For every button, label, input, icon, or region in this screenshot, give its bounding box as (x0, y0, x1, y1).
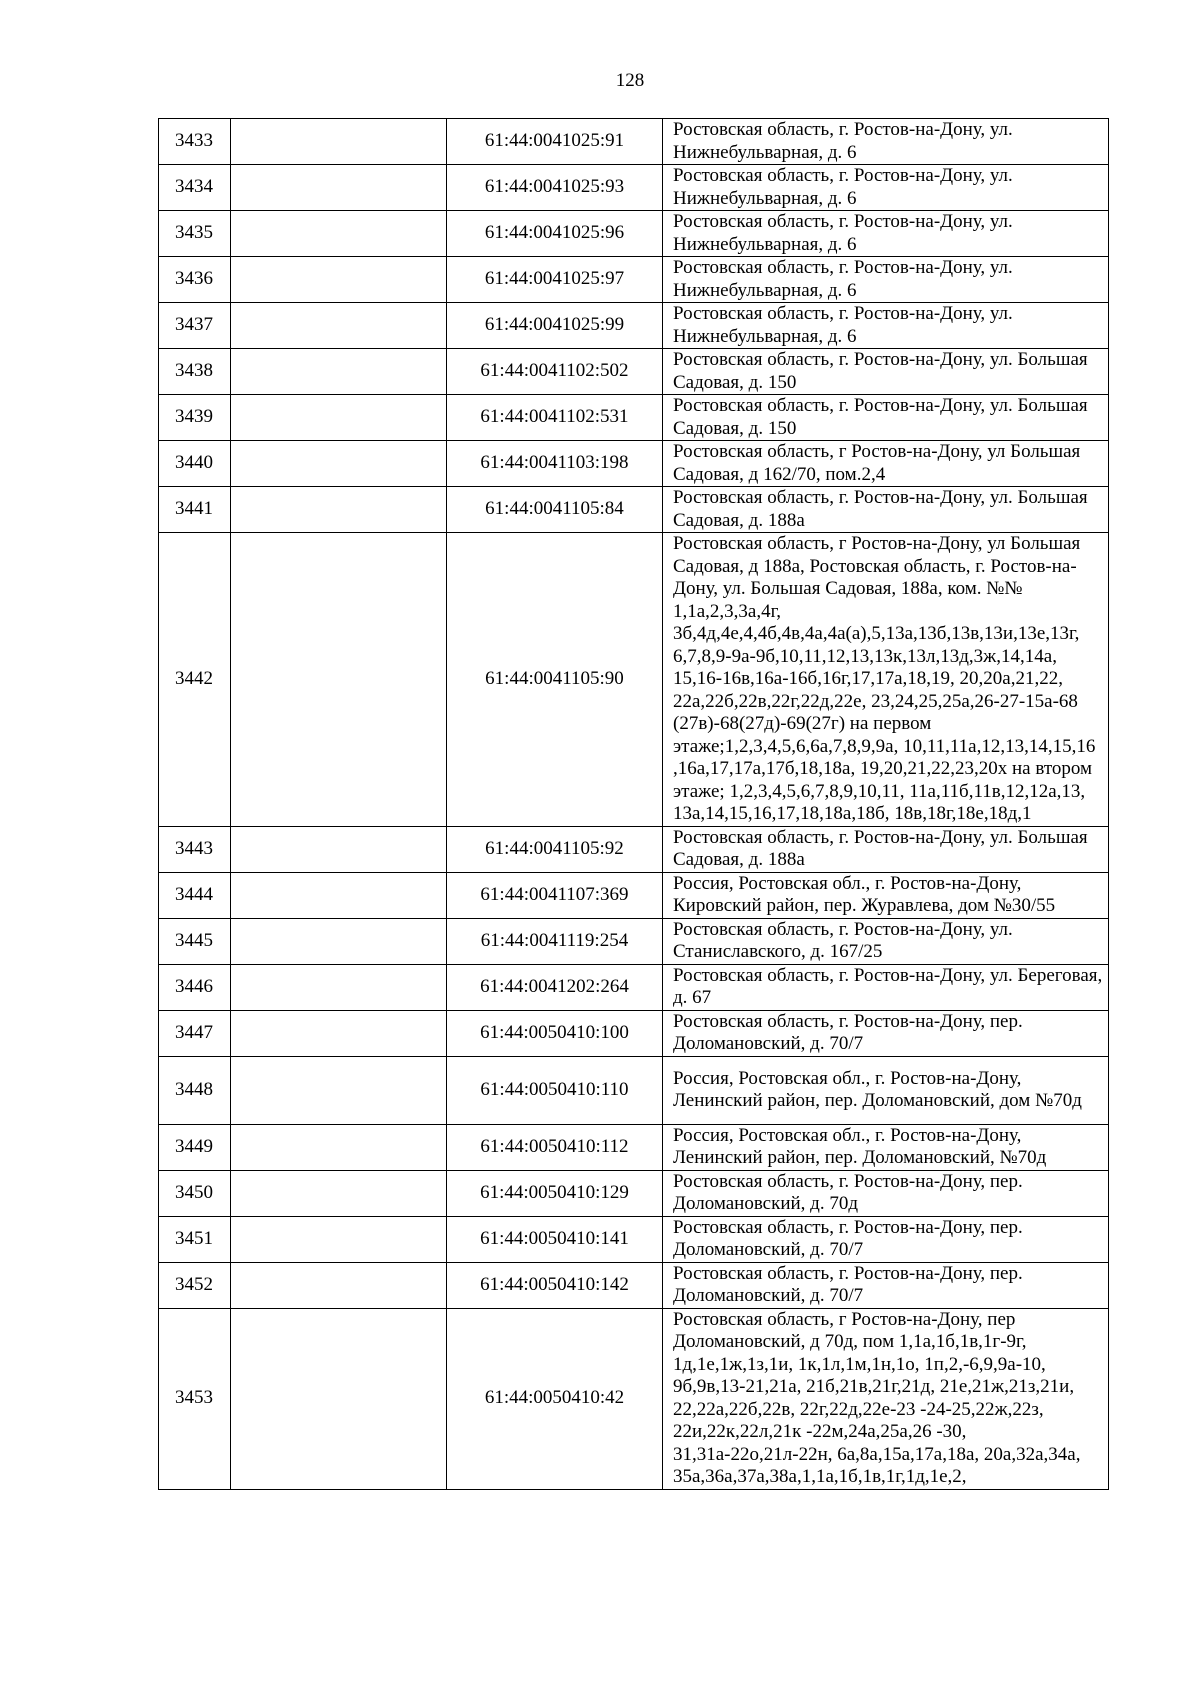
table-row (159, 487, 1109, 533)
table-row (159, 441, 1109, 487)
table-row (159, 964, 1109, 1010)
row-number: 3450 (159, 1170, 231, 1216)
row-owner (231, 1216, 447, 1262)
cadastral-number: 61:44:0041105:84 (447, 487, 663, 533)
row-number: 3447 (159, 1010, 231, 1056)
property-address: Россия, Ростовская обл., г. Ростов-на-Дону, Ленинский район, пер. Доломановский, дом №70д (663, 1056, 1109, 1124)
cadastral-number: 61:44:0050410:141 (447, 1216, 663, 1262)
table-row (159, 872, 1109, 918)
registry-table (158, 118, 1109, 1490)
property-address: Россия, Ростовская обл., г. Ростов-на-Дону, Ленинский район, пер. Доломановский, №70д (663, 1124, 1109, 1170)
cadastral-number: 61:44:0041103:198 (447, 441, 663, 487)
row-owner (231, 1170, 447, 1216)
row-number: 3444 (159, 872, 231, 918)
row-owner (231, 395, 447, 441)
row-number: 3440 (159, 441, 231, 487)
cadastral-number: 61:44:0050410:129 (447, 1170, 663, 1216)
row-owner (231, 257, 447, 303)
property-address: Ростовская область, г. Ростов-на-Дону, ул. Станиславского, д. 167/25 (663, 918, 1109, 964)
property-address: Ростовская область, г. Ростов-на-Дону, ул. Береговая, д. 67 (663, 964, 1109, 1010)
row-owner (231, 211, 447, 257)
row-owner (231, 533, 447, 827)
property-address: Россия, Ростовская обл., г. Ростов-на-Дону, Кировский район, пер. Журавлева, дом №30/55 (663, 872, 1109, 918)
table-row (159, 1124, 1109, 1170)
row-owner (231, 826, 447, 872)
row-owner (231, 1010, 447, 1056)
table-row (159, 533, 1109, 827)
row-number: 3439 (159, 395, 231, 441)
row-number: 3443 (159, 826, 231, 872)
property-address: Ростовская область, г. Ростов-на-Дону, ул. Нижнебульварная, д. 6 (663, 211, 1109, 257)
table-row (159, 349, 1109, 395)
table-row (159, 1010, 1109, 1056)
row-number: 3434 (159, 165, 231, 211)
table-row (159, 1170, 1109, 1216)
cadastral-number: 61:44:0041119:254 (447, 918, 663, 964)
row-number: 3449 (159, 1124, 231, 1170)
property-address: Ростовская область, г. Ростов-на-Дону, ул. Нижнебульварная, д. 6 (663, 165, 1109, 211)
row-number: 3446 (159, 964, 231, 1010)
row-number: 3435 (159, 211, 231, 257)
row-owner (231, 119, 447, 165)
row-number: 3452 (159, 1262, 231, 1308)
property-address: Ростовская область, г. Ростов-на-Дону, пер. Доломановский, д. 70д (663, 1170, 1109, 1216)
row-owner (231, 165, 447, 211)
cadastral-number: 61:44:0041107:369 (447, 872, 663, 918)
table-row (159, 119, 1109, 165)
property-address: Ростовская область, г. Ростов-на-Дону, ул. Большая Садовая, д. 188а (663, 826, 1109, 872)
cadastral-number: 61:44:0041105:92 (447, 826, 663, 872)
property-address: Ростовская область, г. Ростов-на-Дону, ул. Большая Садовая, д. 150 (663, 349, 1109, 395)
row-owner (231, 303, 447, 349)
table-row (159, 257, 1109, 303)
property-address: Ростовская область, г. Ростов-на-Дону, ул. Нижнебульварная, д. 6 (663, 257, 1109, 303)
row-number: 3436 (159, 257, 231, 303)
row-owner (231, 441, 447, 487)
cadastral-number: 61:44:0041102:502 (447, 349, 663, 395)
table-row (159, 1216, 1109, 1262)
table-row (159, 918, 1109, 964)
row-number: 3442 (159, 533, 231, 827)
row-number: 3453 (159, 1308, 231, 1489)
property-address: Ростовская область, г Ростов-на-Дону, ул Большая Садовая, д 188а, Ростовская область, г. Ростов-на-Дону, ул. Большая Садовая, 188а, ком. №№ 1,1а,2,3,3а,4г, 3б,4д,4е,4,4б,4в,4а,4а(а),5,13а,13б,13в,13и,13е,13г, 6,7,8,9-9а-9б,10,11,12,13,13к,13л,13д,3ж,14,14а, 15,16-16в,16а-16б,16г,17,17а,18,19, 20,20а,21,22, 22а,22б,22в,22г,22д,22е, 23,24,25,25а,26-27-15а-68 (27в)-68(27д)-69(27г) на первом этаже;1,2,3,4,5,6,6а,7,8,9,9а, 10,11,11а,12,13,14,15,16 ,16а,17,17а,17б,18,18а, 19,20,21,22,23,20х на втором этаже; 1,2,3,4,5,6,7,8,9,10,11, 11а,11б,11в,12,12а,13, 13а,14,15,16,17,18,18а,18б, 18в,18г,18е,18д,1 (663, 533, 1109, 827)
cadastral-number: 61:44:0041025:93 (447, 165, 663, 211)
cadastral-number: 61:44:0041025:99 (447, 303, 663, 349)
table-row (159, 165, 1109, 211)
cadastral-number: 61:44:0041025:96 (447, 211, 663, 257)
row-owner (231, 349, 447, 395)
property-address: Ростовская область, г. Ростов-на-Дону, пер. Доломановский, д. 70/7 (663, 1216, 1109, 1262)
property-address: Ростовская область, г. Ростов-на-Дону, ул. Нижнебульварная, д. 6 (663, 119, 1109, 165)
row-owner (231, 1056, 447, 1124)
property-address: Ростовская область, г. Ростов-на-Дону, ул. Большая Садовая, д. 188а (663, 487, 1109, 533)
property-address: Ростовская область, г Ростов-на-Дону, пер Доломановский, д 70д, пом 1,1а,1б,1в,1г-9г, 1д,1е,1ж,1з,1и, 1к,1л,1м,1н,1о, 1п,2,-6,9,9а-10, 9б,9в,13-21,21а, 21б,21в,21г,21д, 21е,21ж,21з,21и, 22,22а,22б,22в, 22г,22д,22е-23 -24-25,22ж,22з, 22и,22к,22л,21к -22м,24а,25а,26 -30, 31,31а-22о,21л-22н, 6а,8а,15а,17а,18а, 20а,32а,34а, 35а,36а,37а,38а,1,1а,1б,1в,1г,1д,1е,2, (663, 1308, 1109, 1489)
row-owner (231, 1262, 447, 1308)
property-address: Ростовская область, г. Ростов-на-Дону, ул. Нижнебульварная, д. 6 (663, 303, 1109, 349)
table-row (159, 211, 1109, 257)
cadastral-number: 61:44:0041105:90 (447, 533, 663, 827)
table-row (159, 826, 1109, 872)
table-row (159, 303, 1109, 349)
row-owner (231, 918, 447, 964)
cadastral-number: 61:44:0050410:42 (447, 1308, 663, 1489)
cadastral-number: 61:44:0050410:100 (447, 1010, 663, 1056)
row-number: 3433 (159, 119, 231, 165)
property-address: Ростовская область, г. Ростов-на-Дону, пер. Доломановский, д. 70/7 (663, 1262, 1109, 1308)
property-address: Ростовская область, г. Ростов-на-Дону, ул. Большая Садовая, д. 150 (663, 395, 1109, 441)
row-number: 3445 (159, 918, 231, 964)
row-number: 3448 (159, 1056, 231, 1124)
row-owner (231, 487, 447, 533)
row-number: 3451 (159, 1216, 231, 1262)
cadastral-number: 61:44:0041202:264 (447, 964, 663, 1010)
cadastral-number: 61:44:0050410:142 (447, 1262, 663, 1308)
property-address: Ростовская область, г Ростов-на-Дону, ул Большая Садовая, д 162/70, пом.2,4 (663, 441, 1109, 487)
page-number: 128 (615, 70, 645, 91)
cadastral-number: 61:44:0041025:91 (447, 119, 663, 165)
cadastral-number: 61:44:0050410:112 (447, 1124, 663, 1170)
table-row (159, 1056, 1109, 1124)
cadastral-number: 61:44:0041102:531 (447, 395, 663, 441)
property-address: Ростовская область, г. Ростов-на-Дону, пер. Доломановский, д. 70/7 (663, 1010, 1109, 1056)
row-owner (231, 1124, 447, 1170)
cadastral-number: 61:44:0041025:97 (447, 257, 663, 303)
table-row (159, 1308, 1109, 1489)
row-owner (231, 1308, 447, 1489)
table-row (159, 1262, 1109, 1308)
table-row (159, 395, 1109, 441)
row-owner (231, 964, 447, 1010)
cadastral-number: 61:44:0050410:110 (447, 1056, 663, 1124)
row-number: 3441 (159, 487, 231, 533)
row-number: 3437 (159, 303, 231, 349)
row-owner (231, 872, 447, 918)
row-number: 3438 (159, 349, 231, 395)
